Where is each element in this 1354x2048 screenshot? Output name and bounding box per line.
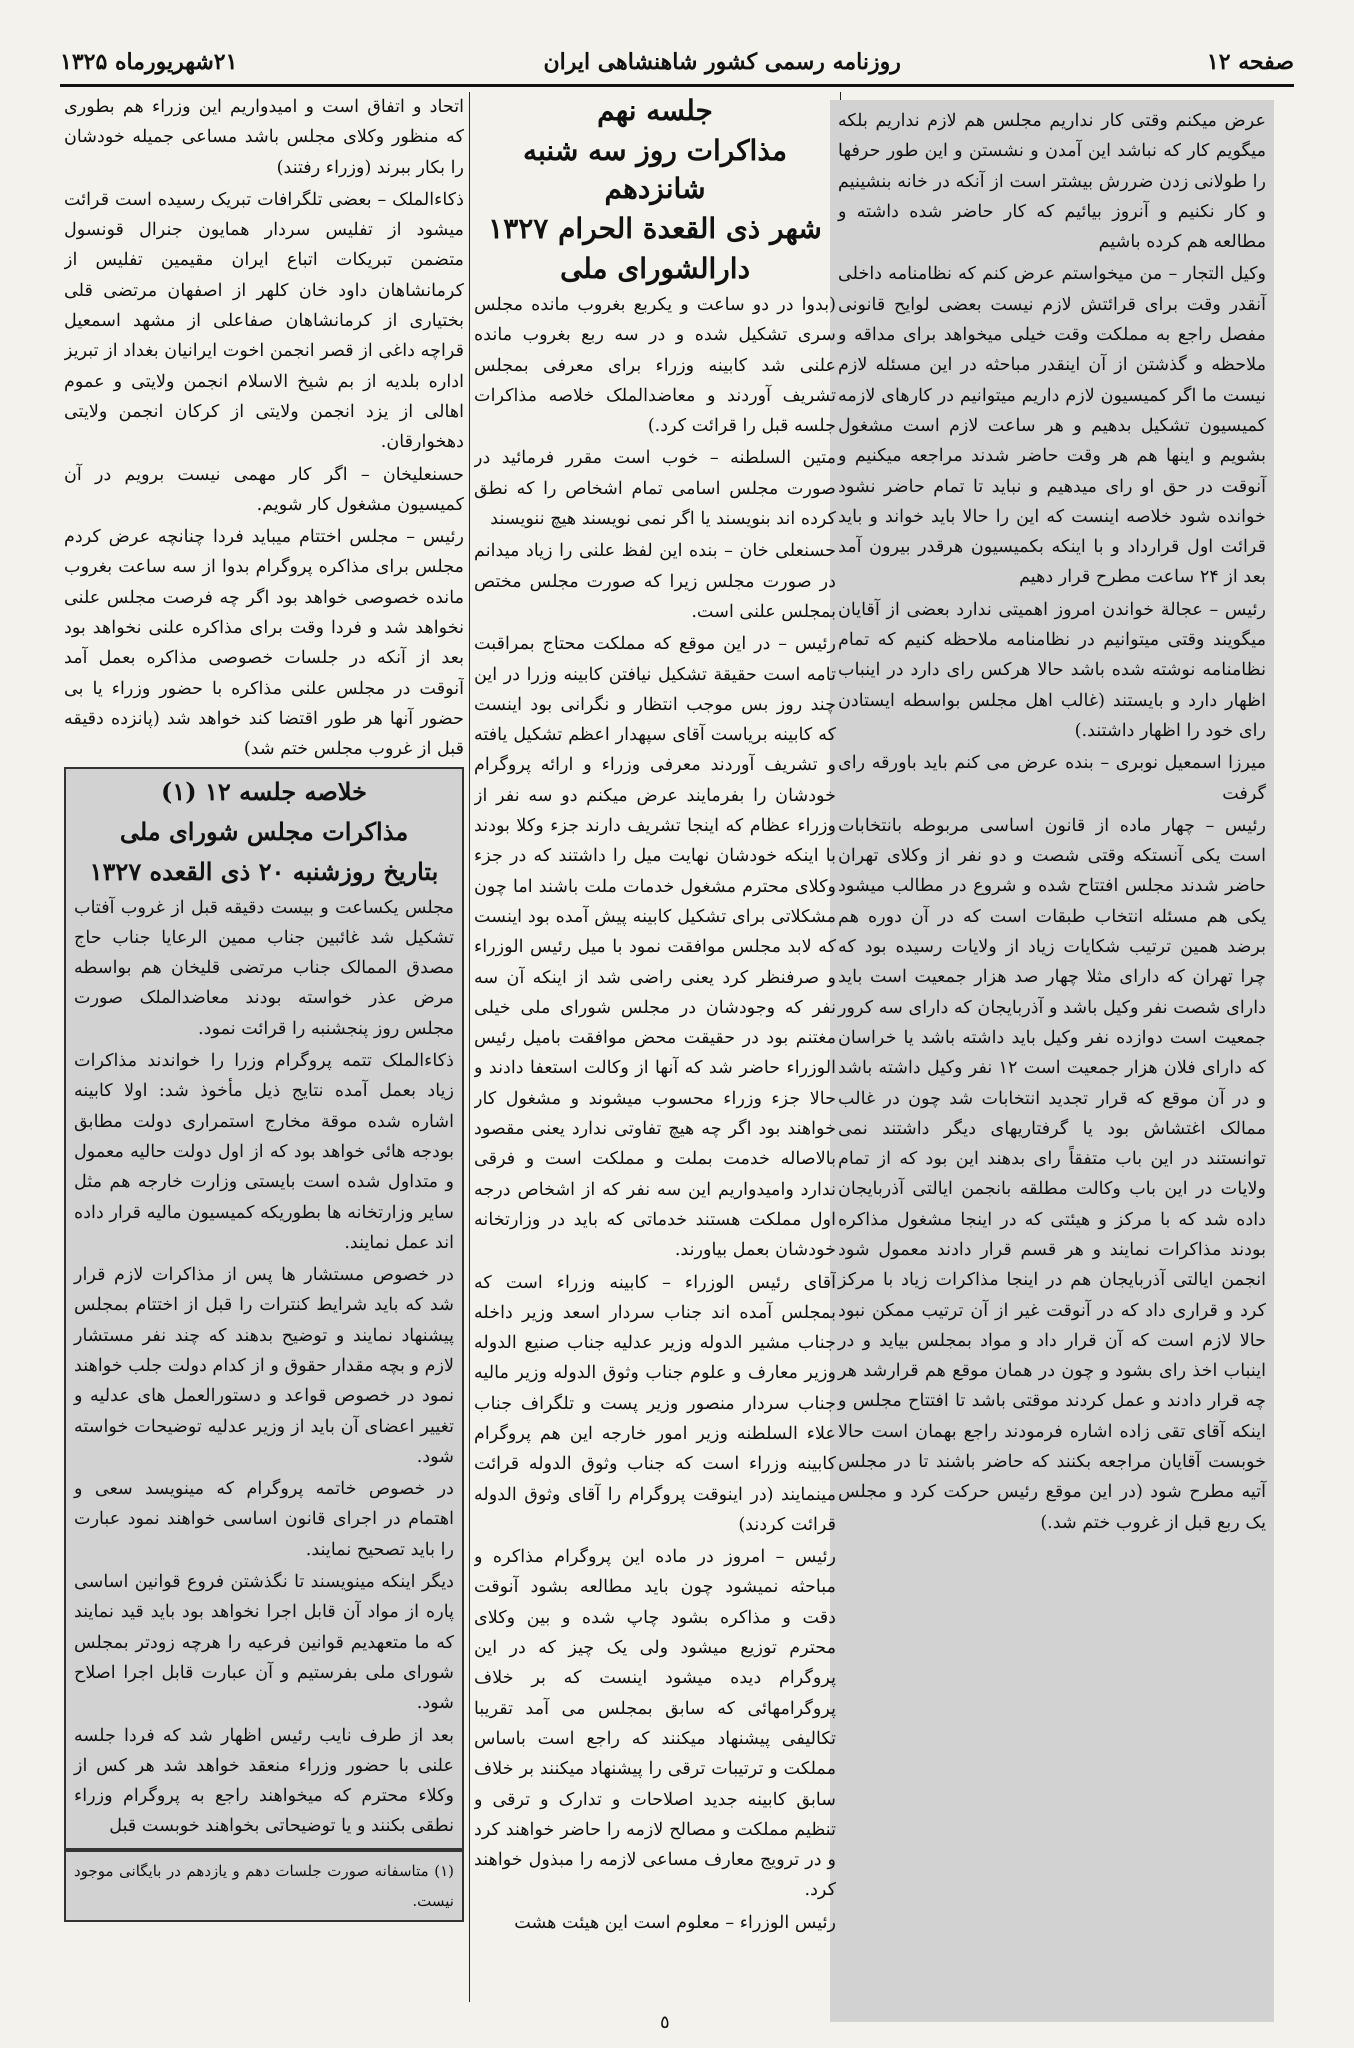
- paragraph: وکیل التجار – من میخواستم عرض کنم که نظامنامه داخلی آنقدر وقت برای قرائتش لازم نیست بعضی لوایح قانونی مفصل راجع به مملکت وقت خیلی میخواهد برای مداقه و ملاحظه و گذشتن از آن اینقدر مباحثه در این مسئله لازم نیست ما اگر کمیسیون لازم داریم میتوانیم در کارهای لازمه کمیسیون تشکیل بدهیم و هر ساعت لازم است مشغول بشویم و اینها هم هر وقت حاضر شدند مراجعه میکنیم و آنوقت در حق او رای میدهیم و نباید تا تمام حاضر نشود خوانده شود خلاصه اینست که این را حالا باید خواند و باید قرائت اول قرارداد و با اینکه بکمیسیون هرقدر بیرون آمد بعد از ۲۴ ساعت مطرح قرار دهیم: [838, 264, 1266, 588]
- paragraph: متین السلطنه – خوب است مقرر فرمائید در صورت مجلس اسامی تمام اشخاص را که نطق کرده اند بنویسند یا اگر نمی نویسند هیچ ننویسند: [474, 448, 836, 530]
- paragraph: ذکاءالملک تتمه پروگرام وزرا را خواندند مذاکرات زیاد بعمل آمده نتایج ذیل مأخوذ شد: اولا کابینه اشاره شده موقة مخارج استمراری دولت مطابق بودجه هائی خواهد بود که از اول دولت حالیه معمول و متداول شده است بایستی وزارت خارجه هم مثل سایر وزارتخانه ها بطوریکه کمیسیون مالیه قرار داده اند عمل نمایند.: [74, 1051, 454, 1253]
- paragraph: بعد از طرف نایب رئیس اظهار شد که فردا جلسه علنی با حضور وزراء منعقد خواهد شد هر کس از وکلاء محترم که میخواهند راجع به پروگرام وزراء نطقی بکنند و یا توضیحاتی بخواهند خوبست قبل: [74, 1725, 454, 1837]
- paragraph: رئیس – عجالة خواندن امروز اهمیتی ندارد بعضی از آقایان میگویند وقتی میتوانیم در نظامنامه ملاحظه کنیم که تمام نظامنامه نوشته شده باشد حالا هرکس رای دارد در اینباب اظهار دارد و بایستند (غالب اهل مجلس بواسطه ایستادن رای خود را اظهار داشتند.): [838, 599, 1266, 741]
- paragraph: رئیس – امروز در ماده این پروگرام مذاکره و مباحثه نمیشود چون باید مطالعه بشود آنوقت دقت و مذاکره بشود چاپ شده و بین وکلای محترم توزیع میشود ولی یک چیز که در این پروگرام دیده میشود اینست که بر خلاف پروگرامهائی که سابق بمجلس می آمد تقریبا تکالیفی پیشنهاد میکنند که راجع است باساس مملکت و ترتیبات ترقی را پیشنهاد میکنند بر خلاف سابق کابینه جدید اصلاحات و تدارک و ترقی و تنظیم مملکت و مصالح لازمه را حاضر خواهند کرد و در ترویج معارف مساعی لازمه را مبذول خواهند کرد.: [474, 1547, 836, 1901]
- column-middle: [474, 92, 836, 2012]
- paragraph: مجلس یکساعت و بیست دقیقه قبل از غروب آفتاب تشکیل شد غائبین جناب ممین الرعایا جناب حاج مصدق الممالک جناب مرتضی قلیخان هم بواسطه مرض عذر خواسته بودند معاضدالملک صورت مجلس روز پنجشنبه را قرائت نمود.: [74, 897, 454, 1039]
- paragraph: رئیس الوزراء – معلوم است این هیئت هشت: [514, 1912, 836, 1933]
- paragraph: رئیس – مجلس اختتام میباید فردا چنانچه عرض کردم مجلس برای مذاکره پروگرام بدوا از سه ساعت بغروب مانده خصوصی خواهد بود اگر چه فرصت مجلس علنی نخواهد شد و فردا وقت برای مذاکره علنی نخواهد بود بعد از آنکه در جلسات خصوصی مذاکره بعمل آمد آنوقت در مجلس علنی مذاکره با حضور وزراء یا بی حضور آنها هر طور اقتضا کند خواهد شد (پانزده دقیقه قبل از غروب مجلس ختم شد): [64, 527, 464, 760]
- summary-title: [74, 773, 454, 811]
- paragraph: میرزا اسمعیل نوبری – بنده عرض می کنم باید باورقه رای گرفت: [838, 753, 1266, 804]
- paragraph: (بدوا در دو ساعت و یکربع بغروب مانده مجلس سری تشکیل شده و در سه ربع بغروب مانده علنی شد کابینه وزراء برای معرفی بمجلس تشریف آوردند و معاضدالملک خلاصه مذاکرات جلسه قبل را قرائت کرد.): [474, 295, 836, 437]
- page-number: صفحه ۱۲: [1206, 49, 1294, 75]
- paragraph: اتحاد و اتفاق است و امیدواریم این وزراء هم بطوری که منظور وکلای مجلس باشد مساعی جمیله خودشان را بکار ببرند (وزراء رفتند): [64, 97, 464, 178]
- column-rule: [469, 92, 470, 2002]
- paragraph: در خصوص خاتمه پروگرام که مینویسد سعی و اهتمام در اجرای قانون اساسی خواهند نمود عبارت را باید تصحیح نمایند.: [74, 1479, 454, 1560]
- page-header: [60, 40, 1294, 87]
- paragraph: عرض میکنم وقتی کار نداریم مجلس هم لازم نداریم بلکه میگویم کار که نباشد این آمدن و نشستن و این طور حرفها را طولانی زدن ضررش بیشتر است از آنکه در خانه بنشینیم و کار نکنیم و آنروز بیائیم که کار حاضر شده داشته و مطالعه هم کرده باشیم: [838, 111, 1266, 253]
- column-left: [64, 92, 464, 2012]
- paragraph: حسنعلی خان – بنده این لفظ علنی را زیاد میدانم در صورت مجلس زیرا که صورت مجلس مختص بمجلس علنی است.: [474, 541, 836, 622]
- paragraph: آقای رئیس الوزراء – کابینه وزراء است که بمجلس آمده اند جناب سردار اسعد وزیر داخله جناب مشیر الدوله وزیر عدلیه جناب صنیع الدوله وزیر معارف و علوم جناب وثوق الدوله وزیر مالیه جناب سردار منصور وزیر پست و تلگراف جناب علاء السلطنه وزیر امور خارجه این هم پروگرام کابینه وزراء است که جناب وثوق الدوله قرائت مینمایند (در اینوقت پروگرام را آقای وثوق الدوله قرائت کردند): [474, 1272, 836, 1535]
- session-date: شهر ذی القعدة الحرام ۱۳۲۷: [488, 212, 822, 245]
- issue-date: ۲۱شهریورماه ۱۳۲۵: [60, 49, 238, 75]
- summary-title-text: خلاصه جلسه ۱۲: [205, 776, 367, 806]
- paragraph: حسنعلیخان – اگر کار مهمی نیست برویم در آن کمیسیون مشغول کار شویم.: [64, 464, 464, 515]
- summary-subtitle: مذاکرات مجلس شورای ملی: [119, 816, 409, 846]
- session-summary-box: [64, 767, 464, 1850]
- paragraph: ذکاءالملک – بعضی تلگرافات تبریک رسیده است قرائت میشود از تفلیس سردار همایون جنرال قونسول متضمن تبریکات اتباع ایران مقیمین تفلیس از کرمانشاهان داود خان کلهر از اصفهان مرتضی قلی بختیاری از کرمانشاهان صفاعلی از مشهد اسمعیل قراچه داغی از قصر انجمن اخوت ایرانیان بغداد از تبریز اداره بلدیه از بم شیخ الاسلام انجمن ولایتی و عموم اهالی از یزد انجمن ولایتی از کرکان انجمن ولایتی دهخوارقان.: [64, 189, 464, 453]
- footnote: (۱) متاسفانه صورت جلسات دهم و یازدهم در بایگانی موجود نیست.: [64, 1850, 464, 1923]
- paragraph: رئیس – در این موقع که مملکت محتاج بمراقبت تامه است حقیقة تشکیل نیافتن کابینه وزرا در این چند روز بس موجب انتظار و نگرانی بود اینست که کابینه بریاست آقای سپهدار اعظم تشکیل یافته و تشریف آوردند معرفی وزراء و ارائه پروگرام خودشان را بفرمایند عرض میکنم دو سه نفر از وزراء عظام که اینجا تشریف دارند جزء وکلا بودند با اینکه خودشان نهایت میل را داشتند که در جزء وکلای محترم مشغول خدمات ملت باشند اما چون مشکلاتی برای تشکیل کابینه پیش آمده بود اینست که لابد مجلس موافقت نمود با میل رئیس الوزراء و صرفنظر کرد یعنی راضی شد از اینکه آن سه نفر که وجودشان در مجلس شورای ملی خیلی مغتنم بود در حقیقت محض موافقت بامیل رئیس الوزراء حاضر شد که آنها از وکالت استعفا دادند و حالا جزء وزراء محسوب میشوند و مشغول کار خواهند بود اگر چه هیچ تفاوتی ندارد یعنی مقصود بالاصاله خدمت بملت و مملکت است و فرقی ندارد وامیدواریم این سه نفر که از اشخاص درجه اول مملکت هستند خدماتی که باید در وزارتخانه خودشان بعمل بیاورند.: [474, 634, 836, 1261]
- summary-date: بتاریخ روزشنبه ۲۰ ذی القعده ۱۳۲۷: [89, 856, 439, 886]
- page-mark: ٥: [660, 2012, 670, 2033]
- column-right: [830, 100, 1274, 2022]
- paragraph: در خصوص مستشار ها پس از مذاکرات لازم قرار شد که باید شرایط کنترات را قبل از اختتام بمجلس پیشنهاد نمایند و توضیح بدهند که چند نفر مستشار لازم و بچه مقدار حقوق و از کدام دولت جلب خواهند نمود در خصوص قواعد و دستورالعمل های عدلیه و تغییر اعضای آن باید از وزیر عدلیه توضیحات خواسته شود.: [74, 1265, 454, 1467]
- newspaper-title: روزنامه رسمی کشور شاهنشاهی ایران: [543, 49, 901, 75]
- assembly-name: دارالشورای ملی: [559, 252, 751, 285]
- session-title: مذاکرات روز سه شنبه شانزدهم: [522, 134, 788, 205]
- paragraph: رئیس – چهار ماده از قانون اساسی مربوطه بانتخابات است یکی آنستکه وقتی شصت و دو نفر از وکلای تهران حاضر شدند مجلس افتتاح شده و شروع در مطالب میشود یکی هم مسئله انتخاب طبقات است که در آن دوره هم برضد همین ترتیب شکایات زیاد از ولایات رسیده بود که چرا تهران که دارای مثلا چهار صد هزار جمعیت است باید دارای شصت نفر وکیل باشد و آذربایجان که دارای سه کرور جمعیت است دوازده نفر وکیل باید داشته باشد یا خراسان که دارای فلان هزار جمعیت است ۱۲ نفر وکیل داشته باشد و در آن موقع که قرار تجدید انتخابات شد چون در غالب ممالک اغتشاش بود یا گرفتاریهای دیگر داشتند نمی توانستند در این باب متفقاً رای بدهند این بود که از تمام ولایات در این باب وکالت مطلقه بانجمن ایالتی آذربایجان داده شد که با مرکز و هیئتی که در اینجا مشغول مذاکره بودند مذاکرات نمایند و هر قسم قرار دادند معمول شود انجمن ایالتی آذربایجان هم در اینجا مذاکرات زیاد با مرکز کرد و قراری داد که در آنوقت غیر از آن ترتیب ممکن نبود حالا لازم است که آن قرار داد و مواد بمجلس بیاید و در اینباب اخذ رای بشود و چون در همان موقع هم قرارشد هر چه قرار دادند و عمل کردند موقتی باشد تا افتتاح مجلس و اینکه آقای تقی زاده اشاره فرمودند راجع بهمان است حالا خوبست آقایان مراجعه بکنند که حاضر باشند تا در مجلس آتیه مطرح شود (در این موقع رئیس حرکت کرد و مجلس یک ربع قبل از غروب ختم شد.): [838, 815, 1266, 1533]
- paragraph: دیگر اینکه مینویسند تا نگذشتن فروع قوانین اساسی پاره از مواد آن قابل اجرا نخواهد بود باید قید نمایند که ما متعهدیم قوانین فرعیه را هرچه زودتر بمجلس شورای ملی بفرستیم و آن عبارت قابل اجرا اصلاح شود.: [74, 1572, 454, 1714]
- session-heading: جلسه نهم: [597, 94, 713, 127]
- footnote-marker: (۱): [161, 776, 197, 806]
